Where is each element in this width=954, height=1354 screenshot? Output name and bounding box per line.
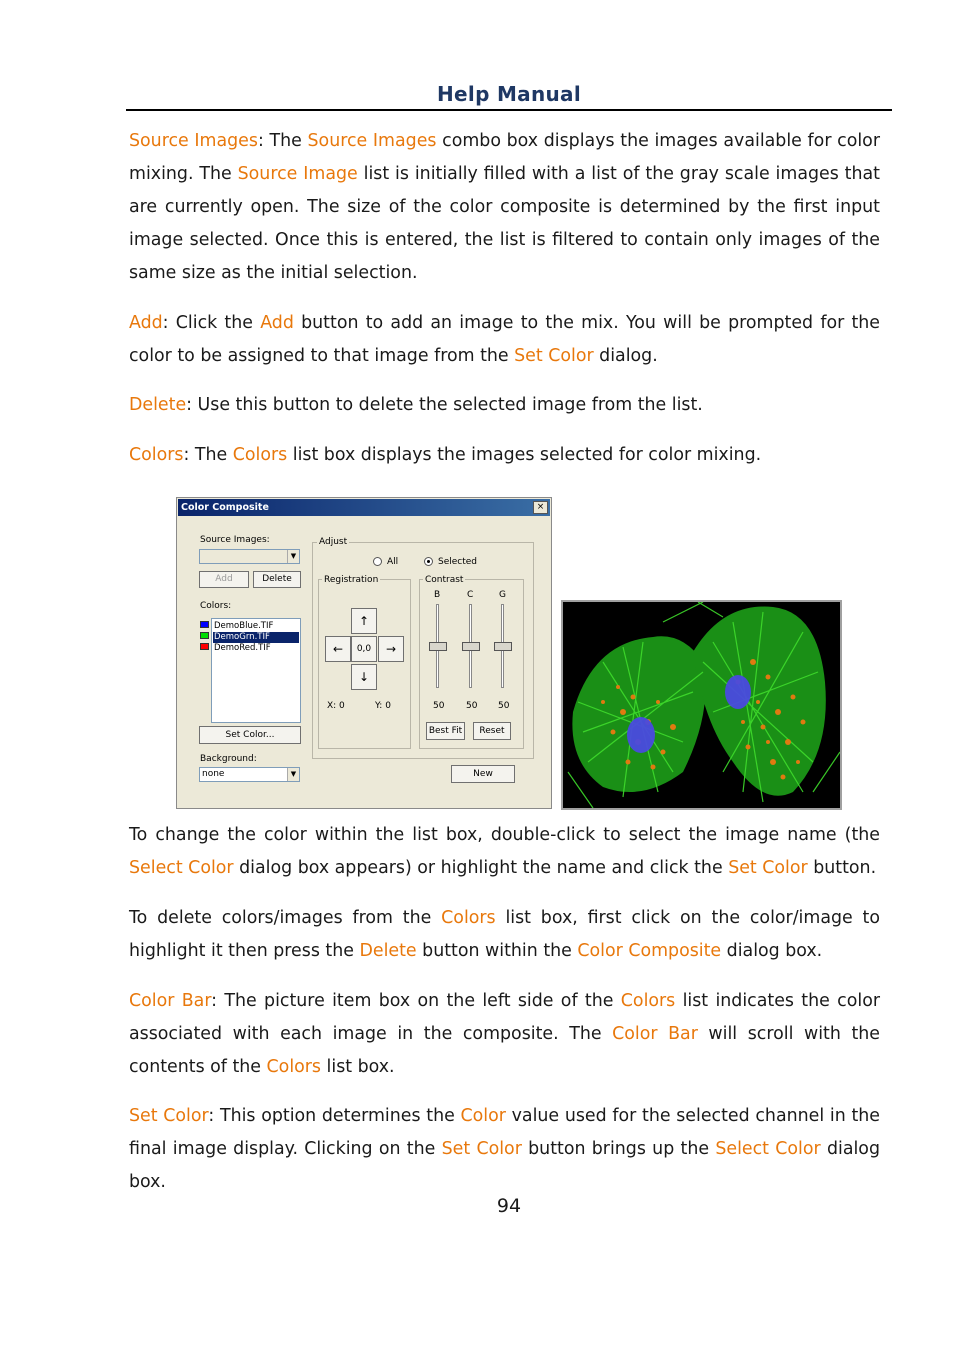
text: dialog box appears) or highlight the name and click the bbox=[233, 858, 729, 878]
slider-thumb-c[interactable] bbox=[462, 642, 480, 651]
reset-button[interactable]: Reset bbox=[473, 722, 511, 740]
text: : The picture item box on the left side of the bbox=[211, 991, 621, 1011]
term-colors: Colors bbox=[129, 445, 184, 465]
term-set-color: Set Color bbox=[129, 1106, 209, 1126]
list-item[interactable]: DemoGrn.TIF bbox=[213, 632, 299, 643]
radio-all-label: All bbox=[387, 557, 399, 567]
text: : Click the bbox=[162, 313, 261, 333]
chevron-down-icon[interactable]: ▼ bbox=[287, 768, 299, 781]
slider-thumb-b[interactable] bbox=[429, 642, 447, 651]
term-add: Add bbox=[129, 313, 163, 333]
text: : Use this button to delete the selected image from the list. bbox=[186, 395, 703, 415]
contrast-label: Contrast bbox=[425, 575, 464, 585]
term-source-images: Source Images bbox=[307, 131, 437, 151]
term-select-color: Select Color bbox=[715, 1139, 821, 1159]
y-offset-label: Y: 0 bbox=[375, 701, 391, 711]
source-images-label: Source Images: bbox=[200, 535, 270, 545]
term-colors: Colors bbox=[620, 991, 676, 1011]
add-button[interactable]: Add bbox=[199, 571, 249, 588]
text: button within the bbox=[416, 941, 578, 961]
paragraph-delete-colors bbox=[129, 902, 880, 968]
color-bar-swatch-blue bbox=[200, 621, 209, 628]
term-set-color: Set Color bbox=[441, 1139, 522, 1159]
list-item[interactable]: DemoRed.TIF bbox=[214, 643, 271, 653]
term-color-composite: Color Composite bbox=[577, 941, 722, 961]
paragraph-change-color bbox=[129, 819, 880, 885]
arrow-up-button[interactable]: ↑ bbox=[351, 608, 377, 634]
paragraph-color-bar bbox=[129, 985, 880, 1084]
radio-selected-label: Selected bbox=[438, 557, 478, 567]
header-rule bbox=[126, 109, 892, 111]
paragraph-add bbox=[129, 307, 880, 373]
radio-selected[interactable] bbox=[424, 557, 433, 566]
term-colors: Colors bbox=[266, 1057, 321, 1077]
color-bar-swatch-green bbox=[200, 632, 209, 639]
term-add: Add bbox=[260, 313, 294, 333]
registration-label: Registration bbox=[324, 575, 379, 585]
text: : The bbox=[257, 131, 308, 151]
text: button to add an image to the mix. You will be prompted for the color to be assigned to that image from the bbox=[129, 313, 881, 366]
slider-label-b: B bbox=[434, 590, 441, 600]
paragraph-delete bbox=[129, 389, 880, 422]
arrow-left-button[interactable]: ← bbox=[325, 636, 351, 662]
text: To delete colors/images from the bbox=[129, 908, 442, 928]
text: will scroll with the contents of the bbox=[129, 1024, 880, 1077]
term-color-bar: Color Bar bbox=[129, 991, 212, 1011]
list-item[interactable]: DemoBlue.TIF bbox=[214, 621, 274, 631]
term-select-color: Select Color bbox=[129, 858, 234, 878]
term-colors: Colors bbox=[232, 445, 288, 465]
text: dialog box. bbox=[129, 1139, 880, 1192]
page-number: 94 bbox=[496, 1195, 522, 1217]
term-set-color: Set Color bbox=[514, 346, 594, 366]
delete-button[interactable]: Delete bbox=[253, 571, 301, 588]
paragraph-source-images bbox=[129, 125, 880, 290]
color-bar-swatch-red bbox=[200, 643, 209, 650]
arrow-right-button[interactable]: → bbox=[378, 636, 404, 662]
adjust-label: Adjust bbox=[319, 537, 348, 547]
chevron-down-icon[interactable]: ▼ bbox=[287, 550, 299, 563]
text: value used for the selected channel in the final image display. Clicking on the bbox=[129, 1106, 880, 1159]
cells-image-drawing bbox=[563, 602, 840, 808]
slider-label-g: G bbox=[499, 590, 506, 600]
set-color-button[interactable]: Set Color... bbox=[199, 726, 301, 744]
text: button brings up the bbox=[521, 1139, 716, 1159]
colors-listbox[interactable] bbox=[211, 618, 301, 723]
slider-value-g: 50 bbox=[498, 701, 510, 711]
text: list indicates the color associated with each image in the composite. The bbox=[129, 991, 880, 1044]
term-colors: Colors bbox=[441, 908, 496, 928]
close-icon[interactable]: × bbox=[533, 501, 548, 514]
slider-thumb-g[interactable] bbox=[494, 642, 512, 651]
x-offset-label: X: 0 bbox=[327, 701, 345, 711]
text: list box, first click on the color/image to highlight it then press the bbox=[129, 908, 880, 961]
text: : This option determines the bbox=[208, 1106, 461, 1126]
slider-value-b: 50 bbox=[433, 701, 445, 711]
text: list is initially filled with a list of the gray scale images that are currently open. The size of the color composite is determined by the first input image selected. Once this is entered, the list is filtered to contain only images of the same size as the initial selection. bbox=[129, 164, 880, 283]
registration-center[interactable]: 0,0 bbox=[351, 636, 377, 662]
term-delete: Delete bbox=[129, 395, 187, 415]
color-composite-result-image bbox=[561, 600, 842, 810]
term-source-images: Source Images bbox=[129, 131, 258, 151]
text: list box displays the images selected for color mixing. bbox=[287, 445, 762, 465]
new-button[interactable]: New bbox=[451, 765, 515, 783]
background-value: none bbox=[202, 769, 225, 779]
text: button. bbox=[807, 858, 877, 878]
slider-label-c: C bbox=[467, 590, 474, 600]
color-composite-dialog bbox=[176, 497, 552, 809]
dialog-title: Color Composite bbox=[178, 499, 550, 516]
arrow-down-button[interactable]: ↓ bbox=[351, 664, 377, 690]
text: : The bbox=[183, 445, 233, 465]
background-combo[interactable] bbox=[199, 767, 300, 782]
text: list box. bbox=[321, 1057, 395, 1077]
paragraph-colors bbox=[129, 439, 880, 472]
page-header-title: Help Manual bbox=[437, 82, 581, 106]
term-color: Color bbox=[460, 1106, 506, 1126]
text: To change the color within the list box, double-click to select the image name (the bbox=[129, 825, 880, 845]
term-delete: Delete bbox=[359, 941, 417, 961]
background-label: Background: bbox=[200, 754, 257, 764]
text: combo box displays the images available for color mixing. The bbox=[129, 131, 880, 184]
colors-label: Colors: bbox=[200, 601, 232, 611]
source-images-combo[interactable] bbox=[199, 549, 300, 564]
term-source-image: Source Image bbox=[237, 164, 358, 184]
paragraph-set-color bbox=[129, 1100, 880, 1199]
radio-all[interactable] bbox=[373, 557, 382, 566]
text: dialog. bbox=[593, 346, 658, 366]
slider-value-c: 50 bbox=[466, 701, 478, 711]
term-color-bar: Color Bar bbox=[612, 1024, 698, 1044]
best-fit-button[interactable]: Best Fit bbox=[426, 722, 465, 740]
term-set-color: Set Color bbox=[728, 858, 808, 878]
text: dialog box. bbox=[721, 941, 823, 961]
